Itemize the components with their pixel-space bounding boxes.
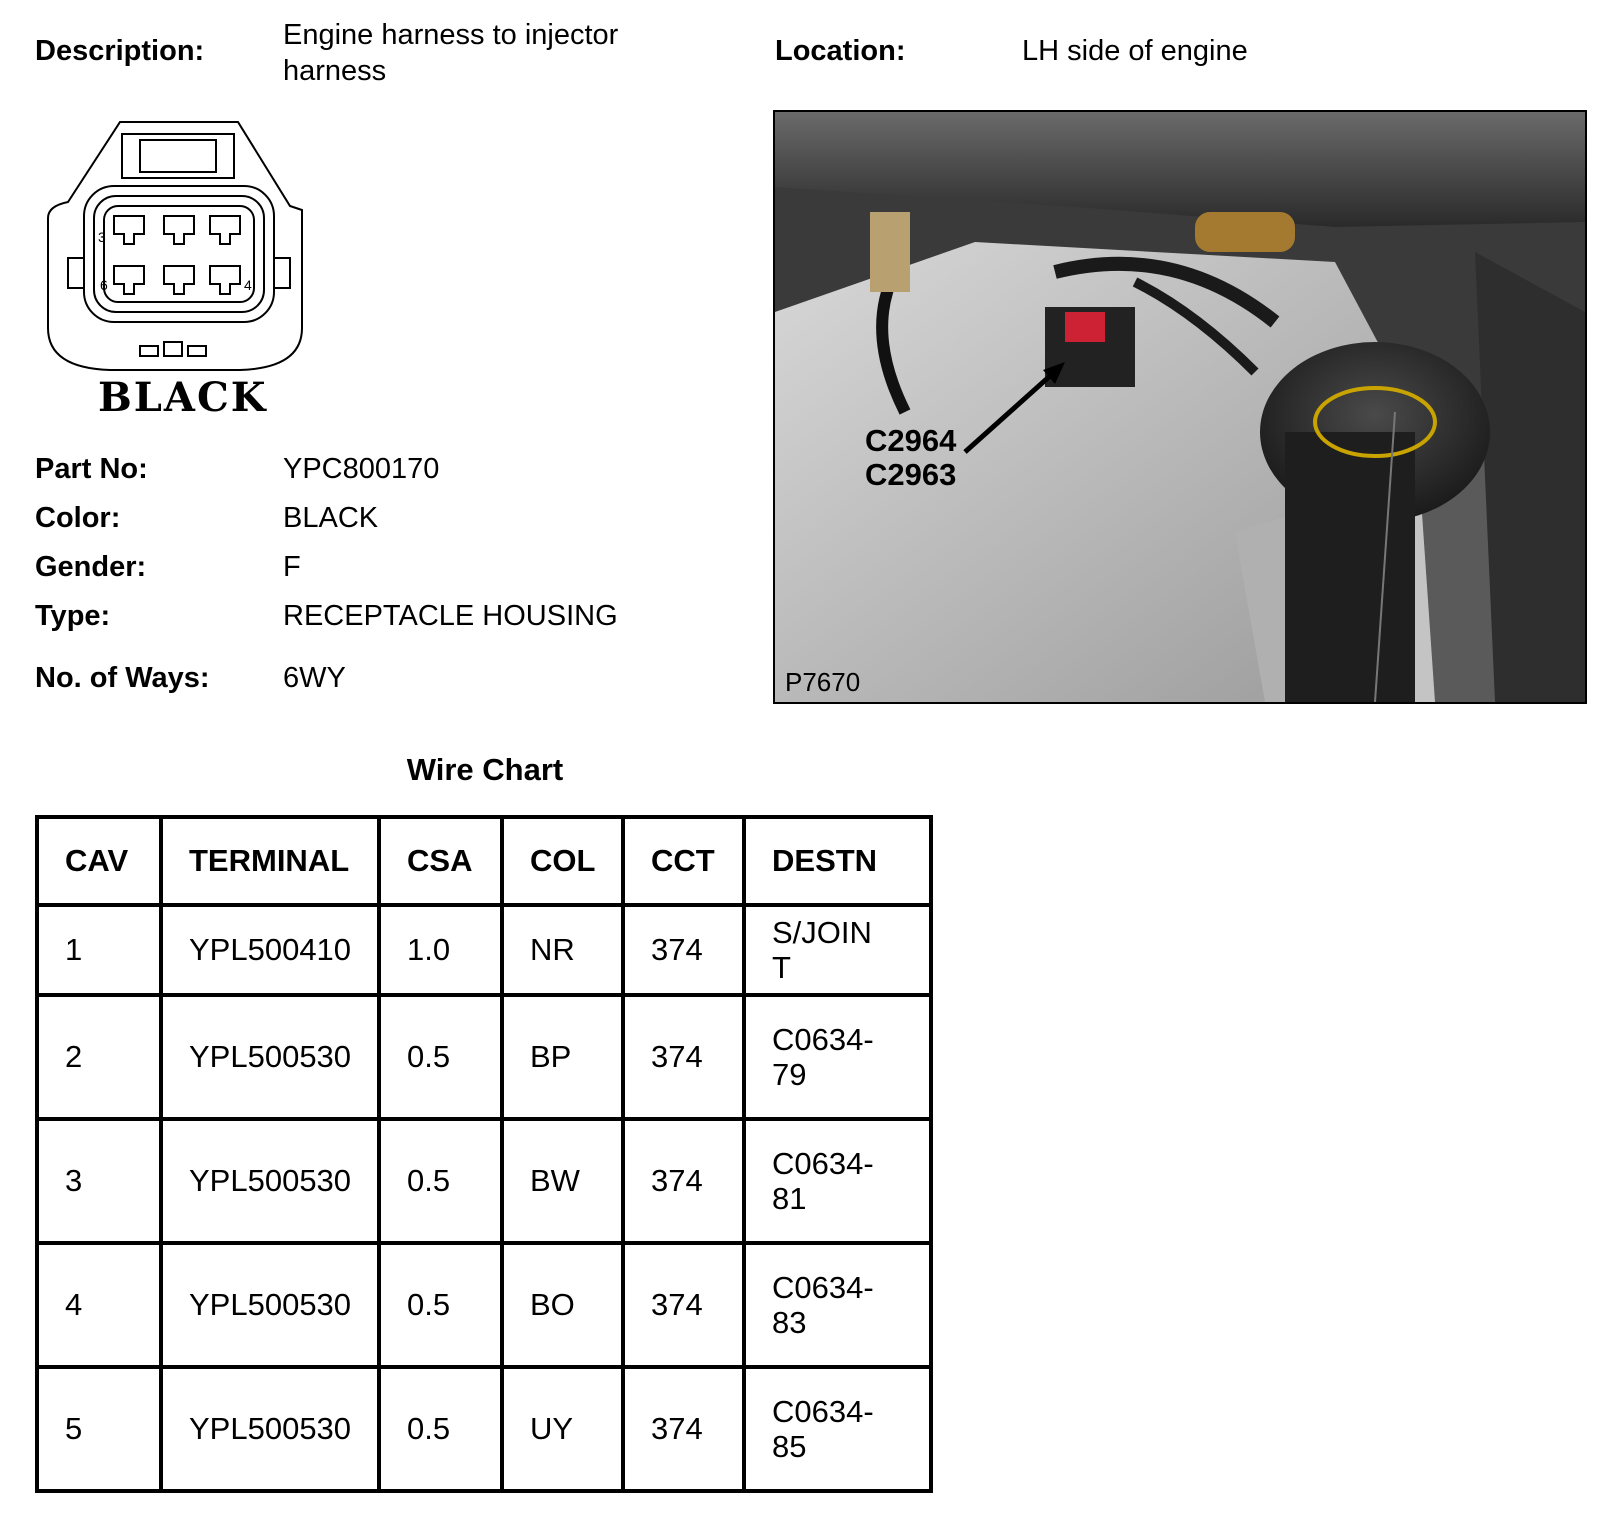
description-value: Engine harness to injector harness (283, 19, 619, 87)
cell-col: NR (502, 905, 623, 995)
cell-col: BP (502, 995, 623, 1119)
callout-c2963: C2963 (865, 457, 957, 492)
cell-cav: 5 (37, 1367, 161, 1491)
cell-cct: 374 (623, 1119, 744, 1243)
table-row (37, 995, 931, 1119)
destn-text: C0634-85 (772, 1394, 874, 1464)
cell-col: UY (502, 1367, 623, 1491)
col-header-terminal: TERMINAL (161, 817, 379, 905)
connector-face-drawing (40, 118, 310, 378)
table-header-row (37, 817, 931, 905)
cell-destn (744, 1119, 931, 1243)
cell-terminal: YPL500530 (161, 1243, 379, 1367)
detail-label-color: Color: (35, 502, 121, 534)
description-label: Description: (35, 35, 205, 67)
cell-cav: 3 (37, 1119, 161, 1243)
wire-chart-table (35, 815, 933, 1493)
detail-label-ways: No. of Ways: (35, 662, 210, 694)
cell-csa: 1.0 (379, 905, 502, 995)
detail-value-color: BLACK (283, 502, 379, 534)
cell-cav: 4 (37, 1243, 161, 1367)
cell-csa: 0.5 (379, 1367, 502, 1491)
detail-label-gender: Gender: (35, 551, 147, 583)
destn-text: C0634-79 (772, 1022, 874, 1092)
detail-value-type: RECEPTACLE HOUSING (283, 600, 618, 632)
table-row (37, 905, 931, 995)
table-row (37, 1367, 931, 1491)
cell-terminal: YPL500530 (161, 1119, 379, 1243)
cell-cct: 374 (623, 905, 744, 995)
cell-cct: 374 (623, 995, 744, 1119)
cell-csa: 0.5 (379, 995, 502, 1119)
cell-terminal: YPL500530 (161, 995, 379, 1119)
cell-cct: 374 (623, 1243, 744, 1367)
destn-text: S/JOINT (772, 915, 872, 985)
cell-csa: 0.5 (379, 1243, 502, 1367)
engine-location-photo (773, 110, 1587, 704)
cell-cav: 1 (37, 905, 161, 995)
cell-destn (744, 1367, 931, 1491)
col-header-cct: CCT (623, 817, 744, 905)
callout-c2964: C2964 (865, 423, 957, 458)
detail-label-part-no: Part No: (35, 453, 148, 485)
pin-number-6: 6 (100, 277, 108, 293)
connector-color-caption: BLACK (98, 374, 268, 421)
cell-destn (744, 905, 931, 995)
table-row (37, 1243, 931, 1367)
detail-value-part-no: YPC800170 (283, 453, 440, 485)
cell-col: BO (502, 1243, 623, 1367)
engine-photo-illustration (775, 112, 1585, 702)
table-row (37, 1119, 931, 1243)
detail-label-type: Type: (35, 600, 111, 632)
detail-value-ways: 6WY (283, 662, 346, 694)
cell-cct: 374 (623, 1367, 744, 1491)
cell-col: BW (502, 1119, 623, 1243)
wire-chart-title: Wire Chart (406, 752, 564, 787)
pin-number-4: 4 (244, 277, 252, 293)
destn-text: C0634-81 (772, 1146, 874, 1216)
photo-id: P7670 (785, 667, 861, 697)
location-value: LH side of engine (1022, 35, 1248, 67)
col-header-csa: CSA (379, 817, 502, 905)
destn-text: C0634-83 (772, 1270, 874, 1340)
cell-csa: 0.5 (379, 1119, 502, 1243)
cell-terminal: YPL500530 (161, 1367, 379, 1491)
cell-destn (744, 1243, 931, 1367)
cell-cav: 2 (37, 995, 161, 1119)
cell-terminal: YPL500410 (161, 905, 379, 995)
pin-number-3: 3 (98, 229, 106, 245)
detail-value-gender: F (283, 551, 301, 583)
connector-diagram (40, 118, 310, 428)
cell-destn (744, 995, 931, 1119)
col-header-cav: CAV (37, 817, 161, 905)
col-header-destn: DESTN (744, 817, 931, 905)
col-header-col: COL (502, 817, 623, 905)
location-label: Location: (775, 35, 906, 67)
